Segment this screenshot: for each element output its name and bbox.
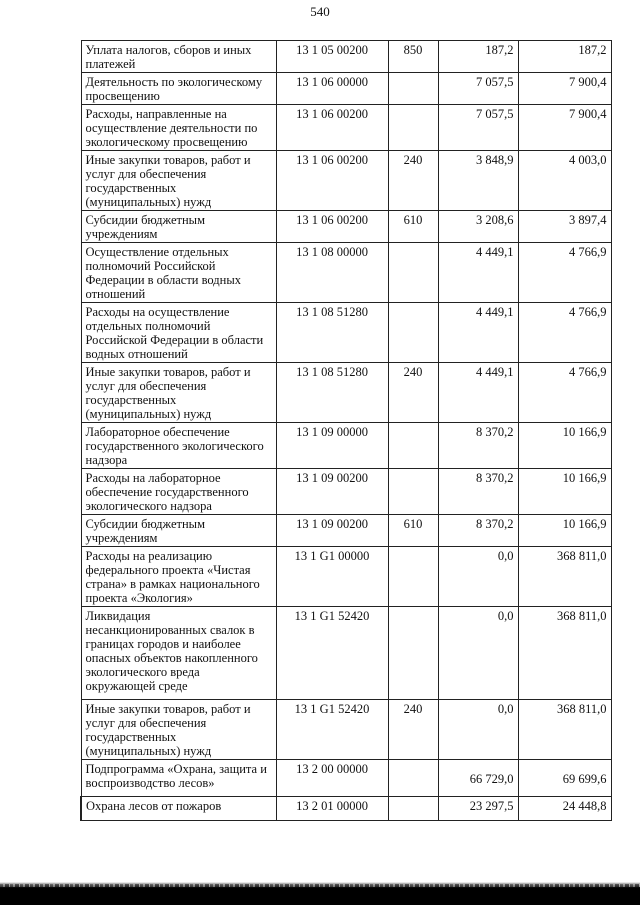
page-number: 540 [310, 4, 330, 19]
row-expense-type: 240 [388, 151, 438, 211]
row-value-1: 4 449,1 [438, 363, 518, 423]
row-value-2: 10 166,9 [518, 423, 611, 469]
table-row [81, 469, 611, 515]
row-name: Субсидии бюджетным учреждениям [81, 515, 276, 547]
row-name: Иные закупки товаров, работ и услуг для обеспечения государственных (муниципальных) нужд [81, 151, 276, 211]
row-name: Уплата налогов, сборов и иных платежей [81, 41, 276, 73]
table-row [81, 73, 611, 105]
row-expense-type [388, 423, 438, 469]
scan-edge-noise [0, 884, 640, 887]
row-code: 13 1 06 00200 [276, 211, 388, 243]
table-row [81, 303, 611, 363]
row-value-1: 8 370,2 [438, 469, 518, 515]
row-expense-type: 240 [388, 363, 438, 423]
row-expense-type [388, 73, 438, 105]
table-row [81, 607, 611, 700]
row-value-2: 187,2 [518, 41, 611, 73]
row-code: 13 2 01 00000 [276, 797, 388, 821]
row-value-1: 23 297,5 [438, 797, 518, 821]
row-value-2: 24 448,8 [518, 797, 611, 821]
table-row [81, 515, 611, 547]
row-code: 13 1 09 00000 [276, 423, 388, 469]
row-value-1: 66 729,0 [438, 760, 518, 797]
row-value-2: 3 897,4 [518, 211, 611, 243]
row-value-1: 8 370,2 [438, 515, 518, 547]
row-name: Деятельность по экологическому просвещению [81, 73, 276, 105]
table-row [81, 41, 611, 73]
row-value-1: 7 057,5 [438, 73, 518, 105]
table-row [81, 547, 611, 607]
table-row [81, 243, 611, 303]
row-code: 13 1 08 51280 [276, 303, 388, 363]
row-name: Расходы на осуществление отдельных полномочий Российской Федерации в области водных отношений [81, 303, 276, 363]
row-value-2: 10 166,9 [518, 515, 611, 547]
table-row [81, 211, 611, 243]
row-value-2: 4 766,9 [518, 303, 611, 363]
row-name: Иные закупки товаров, работ и услуг для обеспечения государственных (муниципальных) нужд [81, 700, 276, 760]
table-row [81, 423, 611, 469]
row-name: Осуществление отдельных полномочий Российской Федерации в области водных отношений [81, 243, 276, 303]
row-value-2: 4 766,9 [518, 363, 611, 423]
row-expense-type [388, 469, 438, 515]
row-expense-type [388, 243, 438, 303]
row-expense-type [388, 105, 438, 151]
budget-table [80, 40, 612, 821]
row-value-2: 7 900,4 [518, 105, 611, 151]
row-code: 13 1 09 00200 [276, 515, 388, 547]
row-value-1: 8 370,2 [438, 423, 518, 469]
row-value-2: 368 811,0 [518, 607, 611, 700]
row-name: Расходы на реализацию федерального проекта «Чистая страна» в рамках национального проекта «Экология» [81, 547, 276, 607]
row-name: Ликвидация несанкционированных свалок в границах городов и наиболее опасных объектов накопленного экологического вреда окружающей среде [81, 607, 276, 700]
row-code: 13 1 06 00200 [276, 151, 388, 211]
row-value-2: 4 003,0 [518, 151, 611, 211]
row-value-1: 3 848,9 [438, 151, 518, 211]
row-value-1: 0,0 [438, 607, 518, 700]
row-value-2: 69 699,6 [518, 760, 611, 797]
row-code: 13 1 08 51280 [276, 363, 388, 423]
table-row [81, 760, 611, 797]
row-name: Субсидии бюджетным учреждениям [81, 211, 276, 243]
row-name: Расходы, направленные на осуществление деятельности по экологическому просвещению [81, 105, 276, 151]
row-code: 13 1 G1 00000 [276, 547, 388, 607]
row-name: Расходы на лабораторное обеспечение государственного экологического надзора [81, 469, 276, 515]
row-code: 13 1 05 00200 [276, 41, 388, 73]
row-value-2: 368 811,0 [518, 700, 611, 760]
row-expense-type [388, 303, 438, 363]
row-value-2: 7 900,4 [518, 73, 611, 105]
row-expense-type [388, 547, 438, 607]
table-row [81, 797, 611, 821]
row-value-1: 7 057,5 [438, 105, 518, 151]
row-value-2: 4 766,9 [518, 243, 611, 303]
row-code: 13 1 G1 52420 [276, 607, 388, 700]
row-value-1: 3 208,6 [438, 211, 518, 243]
row-name: Охрана лесов от пожаров [81, 797, 276, 821]
row-expense-type [388, 797, 438, 821]
row-value-1: 4 449,1 [438, 303, 518, 363]
row-value-1: 4 449,1 [438, 243, 518, 303]
table-row [81, 105, 611, 151]
row-expense-type [388, 760, 438, 797]
row-code: 13 1 G1 52420 [276, 700, 388, 760]
row-value-2: 368 811,0 [518, 547, 611, 607]
row-code: 13 1 06 00000 [276, 73, 388, 105]
row-value-1: 0,0 [438, 700, 518, 760]
row-name: Иные закупки товаров, работ и услуг для обеспечения государственных (муниципальных) нужд [81, 363, 276, 423]
row-code: 13 1 08 00000 [276, 243, 388, 303]
row-value-1: 187,2 [438, 41, 518, 73]
row-value-1: 0,0 [438, 547, 518, 607]
row-code: 13 1 09 00200 [276, 469, 388, 515]
row-code: 13 1 06 00200 [276, 105, 388, 151]
table-row [81, 700, 611, 760]
row-expense-type: 610 [388, 515, 438, 547]
row-expense-type [388, 607, 438, 700]
table-row [81, 363, 611, 423]
row-expense-type: 850 [388, 41, 438, 73]
row-value-2: 10 166,9 [518, 469, 611, 515]
row-name: Лабораторное обеспечение государственного экологического надзора [81, 423, 276, 469]
row-expense-type: 240 [388, 700, 438, 760]
row-name: Подпрограмма «Охрана, защита и воспроизводство лесов» [81, 760, 276, 797]
row-expense-type: 610 [388, 211, 438, 243]
row-code: 13 2 00 00000 [276, 760, 388, 797]
table-row [81, 151, 611, 211]
